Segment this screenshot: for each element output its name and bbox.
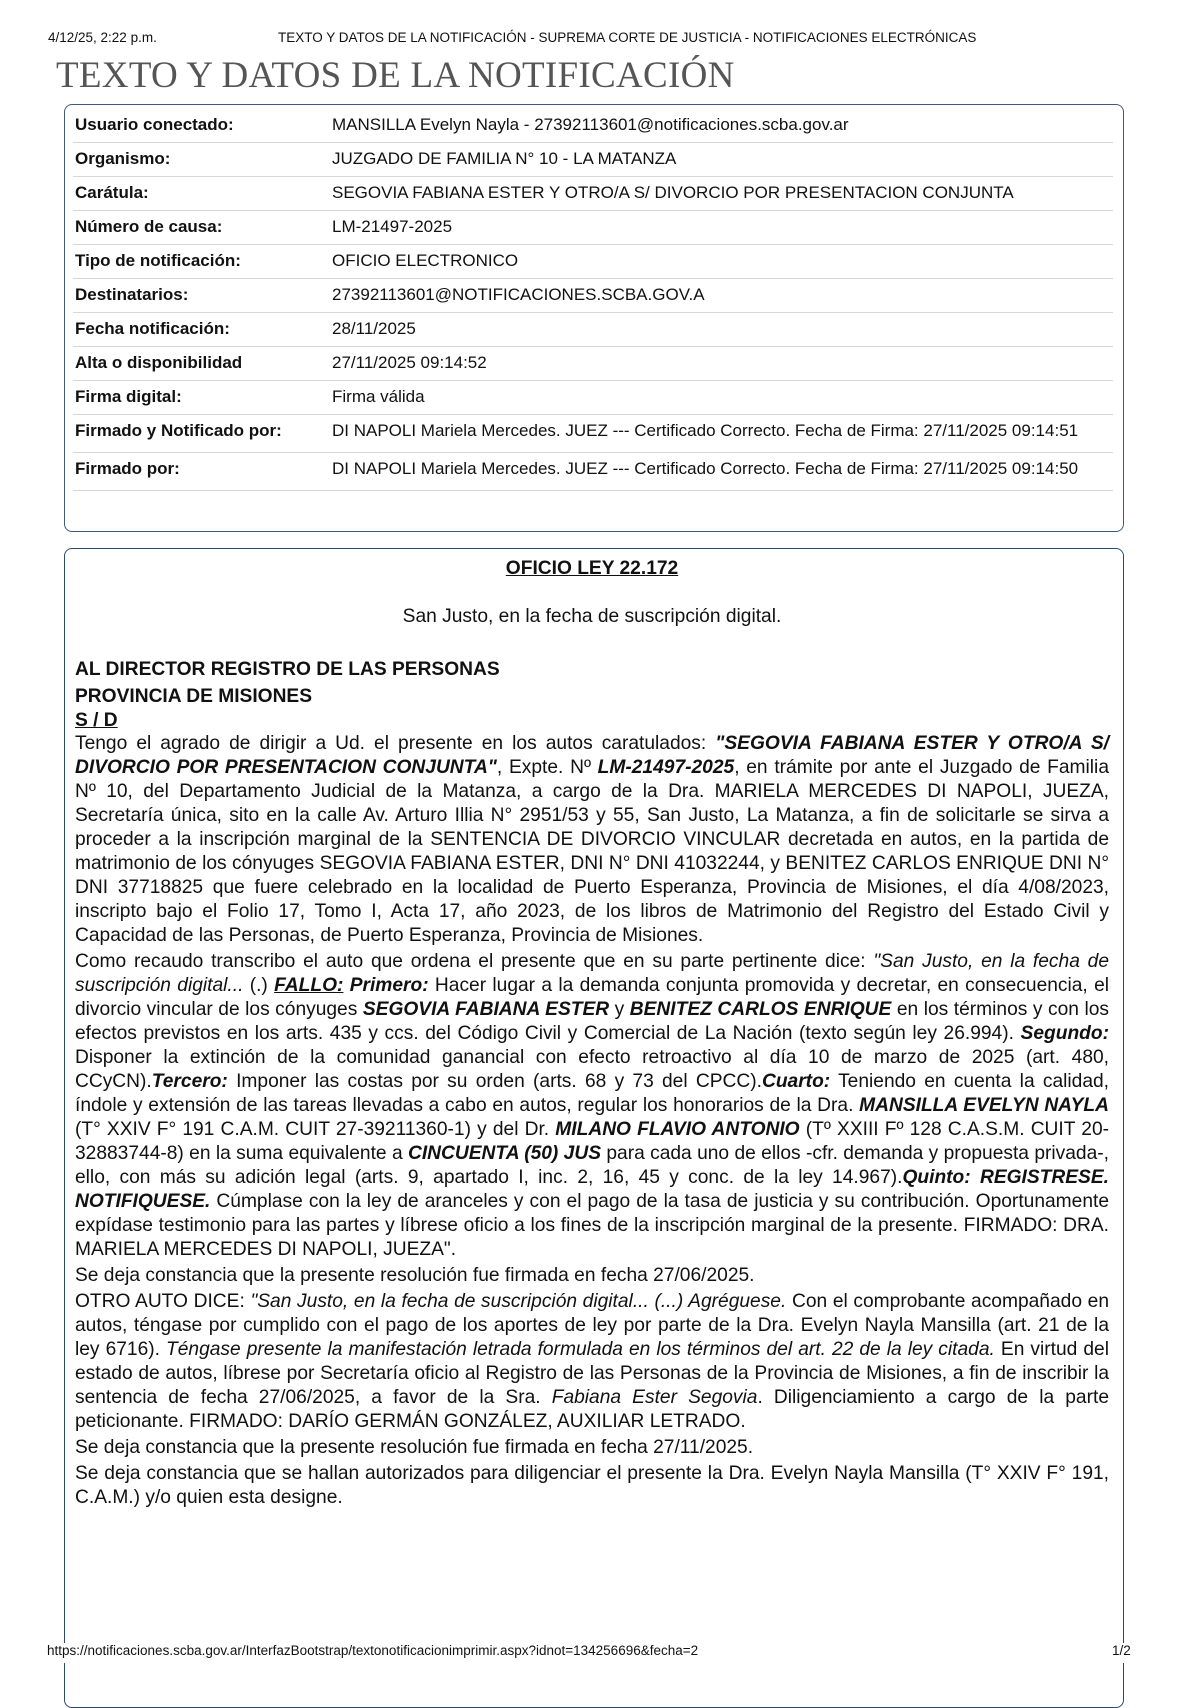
notification-info-table xyxy=(73,109,1113,491)
info-row-usuario xyxy=(73,109,1113,143)
info-row-numero-causa xyxy=(73,211,1113,245)
print-url: https://notificaciones.scba.gov.ar/InterfazBootstrap/textonotificacionimprimir.aspx?idnot=134256696&fecha=2 xyxy=(47,1643,699,1658)
text: , Expte. Nº xyxy=(496,757,598,778)
addressee-line-1: AL DIRECTOR REGISTRO DE LAS PERSONAS xyxy=(75,659,500,680)
info-row-tipo xyxy=(73,245,1113,279)
info-value: 28/11/2025 xyxy=(332,319,416,338)
info-value: 27/11/2025 09:14:52 xyxy=(332,353,487,372)
cuarto-label: Cuarto: xyxy=(761,1071,831,1092)
text: Como recaudo transcribo el auto que ordena el presente que en su parte pertinente dice: xyxy=(75,951,874,972)
info-label: Usuario conectado: xyxy=(75,115,234,134)
info-label: Destinatarios: xyxy=(75,285,189,304)
info-row-organismo xyxy=(73,143,1113,177)
info-label: Carátula: xyxy=(75,183,149,202)
text: . Diligenciamiento a cargo de la parte peticionante. FIRMADO: DARÍO GERMÁN GONZÁLEZ, AUXILIAR LETRADO. xyxy=(75,1387,1109,1432)
fallo-label: FALLO: xyxy=(274,975,344,996)
beneficiary-name: Fabiana Ester Segovia xyxy=(551,1387,758,1408)
addressee-line-2: PROVINCIA DE MISIONES xyxy=(75,686,313,707)
info-row-firmado-notificado xyxy=(73,415,1113,453)
info-row-fecha-notificacion xyxy=(73,313,1113,347)
paragraph-otro-auto xyxy=(75,1290,1109,1434)
info-row-firma-digital xyxy=(73,381,1113,415)
lawyer-1: MANSILLA EVELYN NAYLA xyxy=(859,1095,1109,1116)
quote: Téngase presente la manifestación letrada formulada en los términos del art. 22 de la ley citada. xyxy=(166,1339,995,1360)
text: Con el comprobante acompañado en autos, téngase por cumplido con el pago de los aportes de ley por parte de la Dra. Evelyn Nayla Mansilla (art. 21 de la ley 6716). xyxy=(75,1291,1109,1360)
segundo-label: Segundo: xyxy=(1020,1023,1109,1044)
info-row-destinatarios xyxy=(73,279,1113,313)
quinto-label: Quinto: REGISTRESE. NOTIFIQUESE. xyxy=(75,1167,1109,1212)
info-row-firmado-por xyxy=(73,453,1113,491)
info-value: DI NAPOLI Mariela Mercedes. JUEZ --- Certificado Correcto. Fecha de Firma: 27/11/2025 09:14:51 xyxy=(332,421,1079,440)
info-row-alta xyxy=(73,347,1113,381)
info-value: OFICIO ELECTRONICO xyxy=(332,251,519,270)
page-number: 1/2 xyxy=(1112,1643,1131,1658)
info-value: DI NAPOLI Mariela Mercedes. JUEZ --- Certificado Correcto. Fecha de Firma: 27/11/2025 09:14:50 xyxy=(332,459,1079,478)
text: (.) xyxy=(243,975,275,996)
spouse-1: SEGOVIA FABIANA ESTER xyxy=(362,999,610,1020)
text: OTRO AUTO DICE: xyxy=(75,1291,251,1312)
text: Hacer lugar a la demanda conjunta promovida y decretar, en consecuencia, el divorcio vincular de los cónyuges xyxy=(75,975,1109,1020)
info-label: Firmado y Notificado por: xyxy=(75,421,282,440)
case-number: LM-21497-2025 xyxy=(597,757,735,778)
print-header xyxy=(0,30,1189,50)
text: Disponer la extinción de la comunidad ganancial con efecto retroactivo al día 10 de marzo de 2025 (art. 480, CCyCN). xyxy=(75,1047,1109,1092)
info-label: Firma digital: xyxy=(75,387,182,406)
text: Teniendo en cuenta la calidad, índole y extensión de las tareas llevadas a cabo en autos, regular los honorarios de la Dra. xyxy=(75,1071,1109,1116)
document-body xyxy=(75,557,1109,1512)
info-value: MANSILLA Evelyn Nayla - 27392113601@notificaciones.scba.gov.ar xyxy=(332,115,849,134)
primero-label: Primero: xyxy=(343,975,429,996)
info-label: Fecha notificación: xyxy=(75,319,230,338)
spouse-2: BENITEZ CARLOS ENRIQUE xyxy=(629,999,892,1020)
text: (T° XXIV F° 191 C.A.M. CUIT 27-39211360-1) y del Dr. xyxy=(75,1119,556,1140)
document-heading: OFICIO LEY 22.172 xyxy=(505,558,679,579)
case-title: "SEGOVIA FABIANA ESTER Y OTRO/A S/ DIVORCIO POR PRESENTACION CONJUNTA" xyxy=(75,733,1109,778)
print-doc-title: TEXTO Y DATOS DE LA NOTIFICACIÓN - SUPREMA CORTE DE JUSTICIA - NOTIFICACIONES ELECTRÓNICAS xyxy=(278,30,977,45)
document-panel xyxy=(64,548,1124,1708)
text: Cúmplase con la ley de aranceles y con el pago de la tasa de justicia y su contribución. Oportunamente expídase testimonio para las partes y líbrese oficio a los fines de la inscripción marginal de la presente. FIRMADO: DRA. MARIELA MERCEDES DI NAPOLI, JUEZA". xyxy=(75,1191,1109,1260)
print-footer xyxy=(0,1643,1189,1663)
info-row-caratula xyxy=(73,177,1113,211)
notification-info-panel xyxy=(64,104,1124,532)
text: en los términos y con los efectos previstos en los arts. 435 y ccs. del Código Civil y Comercial de La Nación (texto según ley 26.994). xyxy=(75,999,1109,1044)
quote: "San Justo, en la fecha de suscripción digital... xyxy=(75,951,1109,996)
info-value: 27392113601@NOTIFICACIONES.SCBA.GOV.A xyxy=(332,285,705,304)
info-label: Tipo de notificación: xyxy=(75,251,241,270)
print-date: 4/12/25, 2:22 p.m. xyxy=(48,30,157,45)
tercero-label: Tercero: xyxy=(151,1071,228,1092)
page-title: TEXTO Y DATOS DE LA NOTIFICACIÓN xyxy=(56,55,735,96)
text: , en trámite por ante el Juzgado de Familia Nº 10, del Departamento Judicial de la Matanza, a cargo de la Dra. MARIELA MERCEDES DI NAPOLI, JUEZA, Secretaría única, sito en la calle Av. Arturo Illia N° 2951/53 y 55, San Justo, La Matanza, a fin de solicitarle se sirva a proceder a la inscripción marginal de la SENTENCIA DE DIVORCIO VINCULAR decretada en autos, en la partida de matrimonio de los cónyuges SEGOVIA FABIANA ESTER, DNI N° DNI 41032244, y BENITEZ CARLOS ENRIQUE DNI N° DNI 37718825 que fuere celebrado en la localidad de Puerto Esperanza, Provincia de Misiones, el día 4/08/2023, inscripto bajo el Folio 17, Tomo I, Acta 17, año 2023, de los libros de Matrimonio del Registro del Estado Civil y Capacidad de las Personas, de Puerto Esperanza, Provincia de Misiones. xyxy=(75,757,1109,946)
info-label: Firmado por: xyxy=(75,459,180,478)
info-value: Firma válida xyxy=(332,387,425,406)
salutation-sd: S / D xyxy=(75,710,118,731)
paragraph-constancia-1: Se deja constancia que la presente resolución fue firmada en fecha 27/06/2025. xyxy=(75,1265,755,1286)
lawyer-2: MILANO FLAVIO ANTONIO xyxy=(555,1119,800,1140)
fee-amount: CINCUENTA (50) JUS xyxy=(407,1143,601,1164)
text: Imponer las costas por su orden (arts. 68 y 73 del CPCC). xyxy=(227,1071,762,1092)
info-value: SEGOVIA FABIANA ESTER Y OTRO/A S/ DIVORCIO POR PRESENTACION CONJUNTA xyxy=(332,183,1014,202)
text: En virtud del estado de autos, líbrese por Secretaría oficio al Registro de las Personas de la Provincia de Misiones, a fin de inscribir la sentencia de fecha 27/06/2025, a favor de la Sra. xyxy=(75,1339,1109,1408)
paragraph-intro xyxy=(75,732,1109,948)
text: Tengo el agrado de dirigir a Ud. el presente en los autos caratulados: xyxy=(75,733,716,754)
text: (Tº XXIII Fº 128 C.A.S.M. CUIT 20-32883744-8) en la suma equivalente a xyxy=(75,1119,1109,1164)
paragraph-constancia-2: Se deja constancia que la presente resolución fue firmada en fecha 27/11/2025. xyxy=(75,1437,754,1458)
info-value: LM-21497-2025 xyxy=(332,217,453,236)
info-label: Número de causa: xyxy=(75,217,223,236)
text: y xyxy=(609,999,630,1020)
paragraph-ruling xyxy=(75,950,1109,1262)
info-label: Alta o disponibilidad xyxy=(75,353,243,372)
document-place-date: San Justo, en la fecha de suscripción digital. xyxy=(402,606,782,627)
text: para cada uno de ellos -cfr. demanda y propuesta privada-, ello, con más su adición legal (arts. 9, apartado I, inc. 2, 16, 45 y conc. de la ley 14.967). xyxy=(75,1143,1109,1188)
paragraph-autorizados: Se deja constancia que se hallan autorizados para diligenciar el presente la Dra. Evelyn Nayla Mansilla (T° XXIV F° 191, C.A.M.) y/o quien esta designe. xyxy=(75,1463,1109,1508)
quote: "San Justo, en la fecha de suscripción digital... (...) Agréguese. xyxy=(250,1291,787,1312)
info-value: JUZGADO DE FAMILIA N° 10 - LA MATANZA xyxy=(332,149,677,168)
info-label: Organismo: xyxy=(75,149,171,168)
